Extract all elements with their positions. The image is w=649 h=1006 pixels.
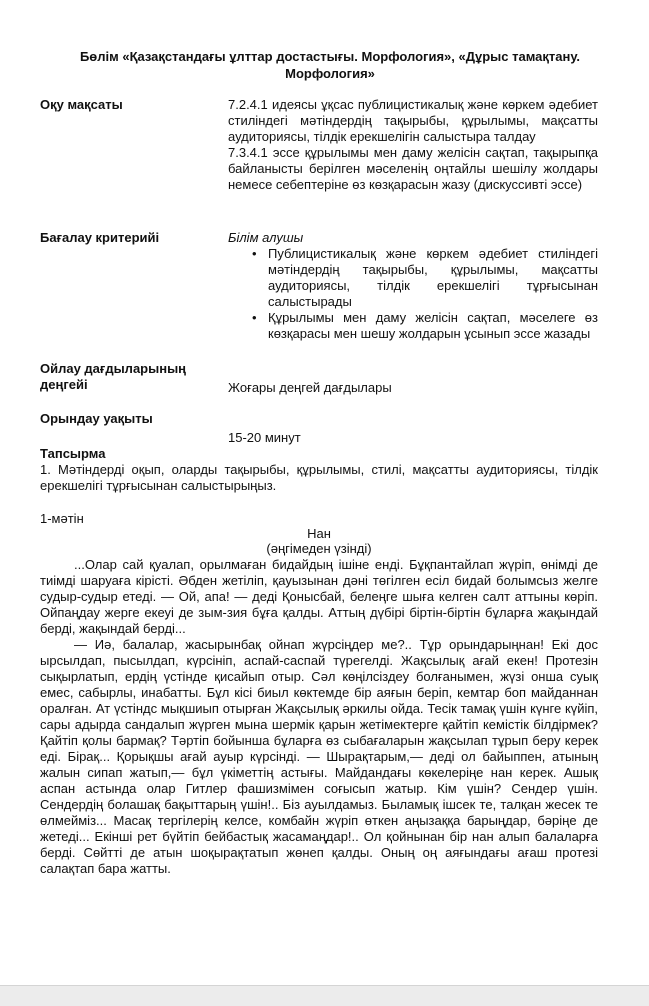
thinking-label — [40, 361, 186, 393]
criteria-value — [228, 230, 598, 342]
learning-goal-1: 7.2.4.1 идеясы ұқсас публицистикалық және көркем әдебиет стиліндегі мәтіндердің тақырыбы, құрылымы, мақсатты аудиториясы, тілдік ерекшелігін салыстыра талдау — [228, 97, 598, 144]
thinking-label-line: Ойлау дағдыларының — [40, 361, 187, 376]
text1-body — [40, 557, 598, 877]
learning-goal-value — [228, 97, 598, 193]
criteria-intro: Білім алушы — [228, 230, 304, 245]
criteria-label: Бағалау критерийі — [40, 230, 160, 245]
text1-subtitle: (әңгімеден үзінді) — [266, 541, 372, 556]
bottom-scroll-bar[interactable] — [0, 985, 649, 1006]
learning-goal-label: Оқу мақсаты — [40, 97, 123, 112]
criteria-list — [228, 246, 598, 342]
text1-paragraph: — Иә, балалар, жасырынбақ ойнап жүрсіңдер ме?.. Тұр орындарыңнан! Екі дос ырсылдап, пысылдап, күрсініп, аспай-саспай түрегелді. Жақсылық ағай екен! Протезін сықырлатып, ердің үстінде қисайып отыр. Сәл көңілсіздеу болғанымен, жүзі онша суық емес, сабырлы, инабатты. Бұл кісі биыл көктемде бір аяғын беріп, кемтар боп майданнан оралған. Ат үстіндс мықшиып отырған Жақсылық әркилы ойда. Тесік тамақ үшін күнге күйіп, сары адырда сандалып жүрген мына шермік қарын жетімектерге қайтіп кемістік білдірмек? Қайтіп қолы бармақ? Тәртіп бойынша бұларға өз сыбағаларын жақсылап тұрып беру керек еді. Бірақ... Қорықшы ағай ауыр күрсінді. — Шырақтарым,— деді ол байыппен, атының жалын сипап жатып,— бұл үкіметтің астығы. Майдандағы көкелеріңе нан керек. Ашық аспан астында олар Гитлер фашизмімен соғысып жатыр. Кім үшін? Сендер үшін. Сендердің болашақ бақыттарың үшін!.. Біз ауылдамыз. Быламық ішсек те, талқан жесек те өлмейміз... Масақ тергілерің келсе, комбайн жүріп өткен аңызаққа барыңдар, бәріңе де жетеді... Екінші рет бүйтіп бейбастық жасамаңдар!.. Ол қойнынан бір нан алып балаларға берді. Сөйтті де атын шоқырақтатып жөнеп қалды. Оның оң аяғындағы ағаш протезі салақтап бара жатты. — [40, 637, 598, 876]
text1-title: Нан — [307, 526, 331, 541]
time-label: Орындау уақыты — [40, 411, 153, 426]
text1-label: 1-мәтін — [40, 511, 84, 526]
page-title: Бөлім «Қазақстандағы ұлттар достастығы. Морфология», «Дұрыс тамақтану. Морфология» — [79, 49, 581, 81]
text1-paragraph: ...Олар сай қуалап, орылмаған бидайдың ішіне енді. Бұқпантайлап жүріп, өнімді де тиімді шаруаға кірісті. Әбден жетіліп, қауызынан дәні төгілген есіл бидай болымсыз желге судыр-судыр етеді. — Ой, апа! — деді Қонысбай, белеңге шыға келген салт аттыны көріп. Ойпаңдау жерге екеуі де зым-зия бұға қалды. Аттың дүбірі біртін-біртін бұларға жақындай берді, жақындай берді... — [40, 557, 598, 636]
thinking-label-line: деңгейі — [40, 377, 88, 392]
task-text: 1. Мәтіндерді оқып, оларды тақырыбы, құрылымы, стилі, мақсатты аудиториясы, тілдік ерекшелігі тұрғысынан салыстырыңыз. — [40, 462, 598, 493]
task-label: Тапсырма — [40, 446, 106, 461]
criteria-item: • Құрылымы мен даму желісін сақтап, мәселеге өз көзқарасы мен шешу жолдарын ұсынып эссе жазады — [268, 310, 598, 342]
time-value: 15-20 минут — [228, 430, 301, 445]
learning-goal-2: 7.3.4.1 эссе құрылымы мен даму желісін сақтап, тақырыпқа байланысты берілген мәселенің оңтайлы шешілу жолдары немесе себептеріне өз көзқарасын жазу (дискуссивті эссе) — [228, 145, 598, 192]
criteria-item: • Публицистикалық және көркем әдебиет стиліндегі мәтіндердің тақырыбы, құрылымы, мақсатты аудиториясы, тілдік ерекшелігі тұрғысынан салыстырады — [268, 246, 598, 310]
thinking-value: Жоғары деңгей дағдылары — [228, 380, 392, 395]
